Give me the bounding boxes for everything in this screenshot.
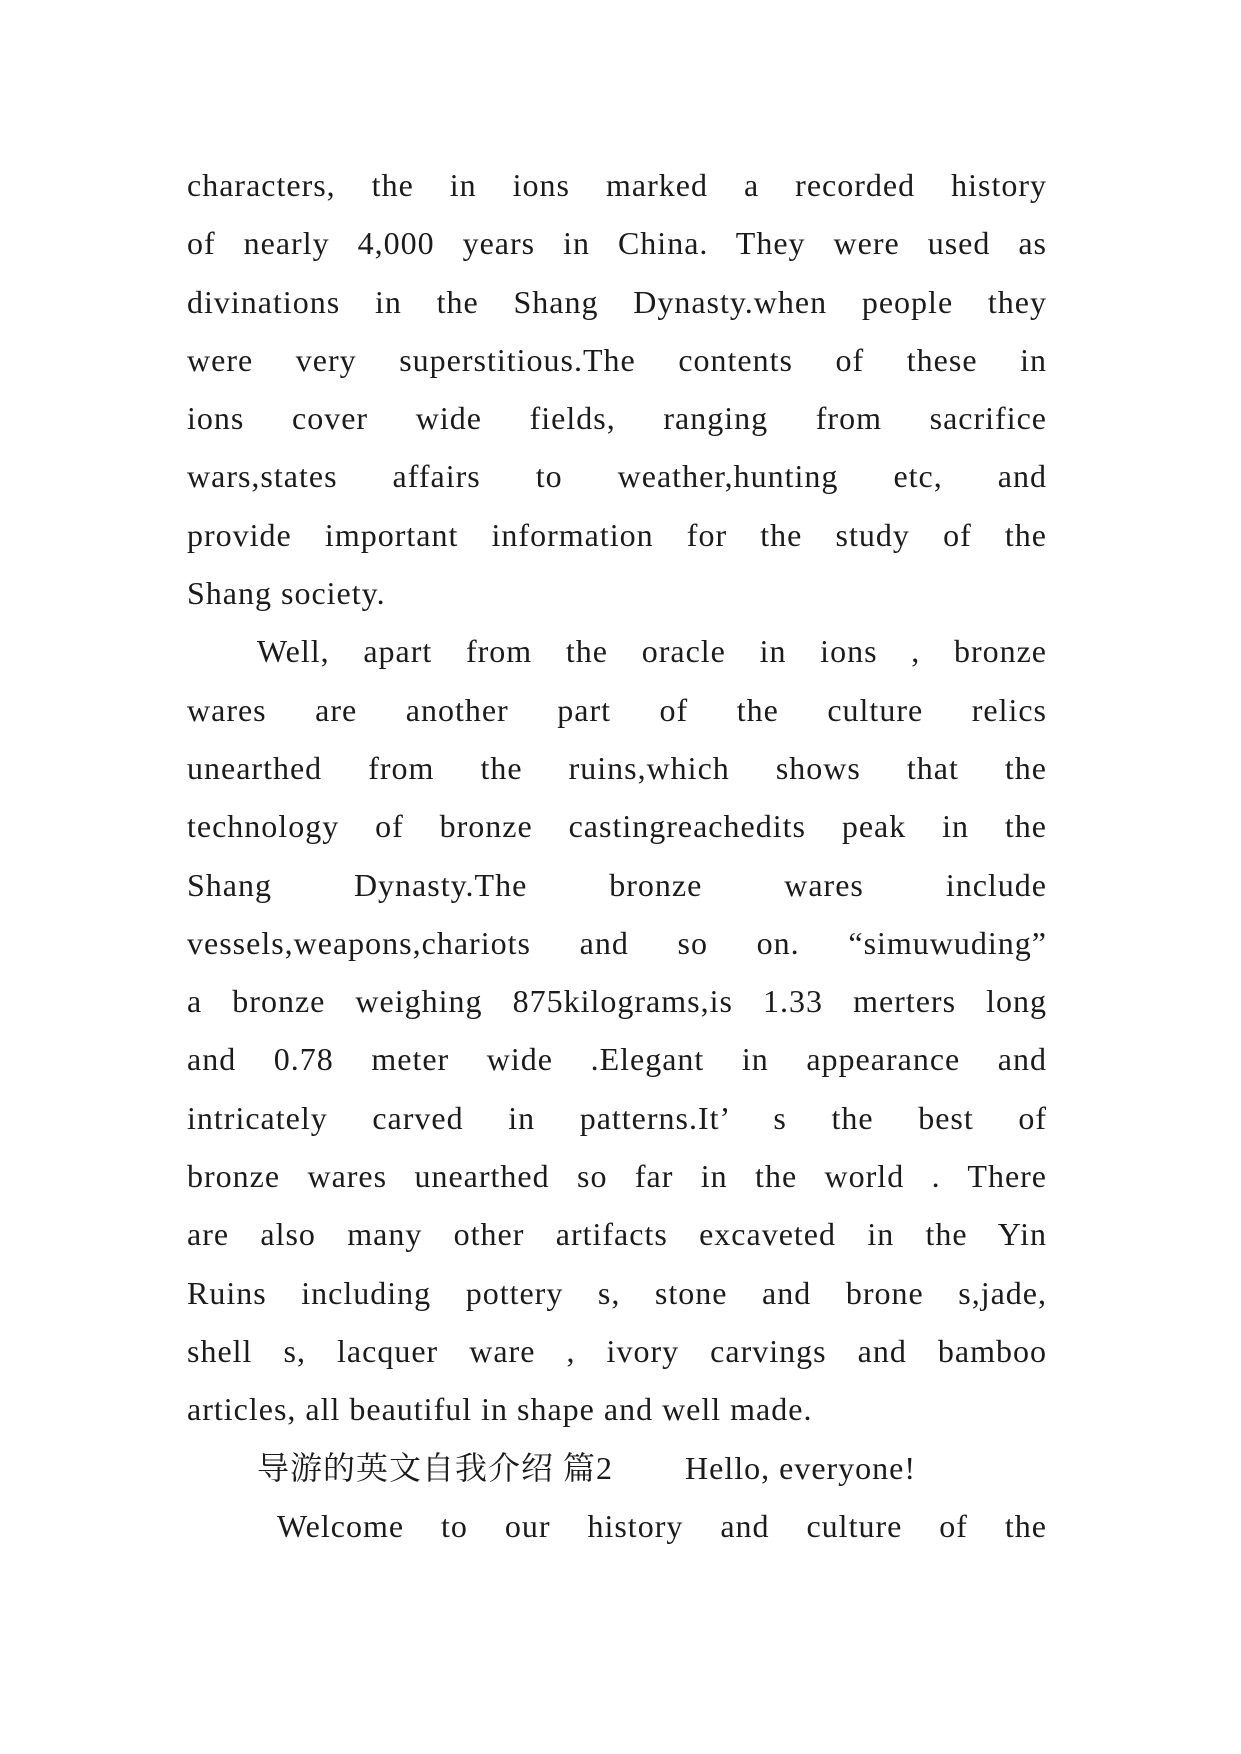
- text-line: were very superstitious.The contents of these in: [187, 341, 1047, 378]
- text-line: are also many other artifacts excaveted in the Yin: [187, 1216, 1047, 1253]
- text-line: vessels,weapons,chariots and so on. “simuwuding”: [187, 924, 1047, 961]
- text-line: Shang Dynasty.The bronze wares include: [187, 866, 1047, 903]
- text-line: characters, the in ions marked a recorded history: [187, 167, 1047, 203]
- paragraph-start-line: Welcome to our history and culture of the: [277, 1507, 1047, 1544]
- text-line: bronze wares unearthed so far in the world . There: [187, 1158, 1047, 1195]
- page-text: [187, 156, 1047, 1555]
- section-heading-zh: 导游的英文自我介绍 篇2: [257, 1449, 614, 1486]
- text-line: ions cover wide fields, ranging from sacrifice: [187, 400, 1047, 437]
- text-line: a bronze weighing 875kilograms,is 1.33 merters long: [187, 983, 1047, 1020]
- paragraph-end-line: articles, all beautiful in shape and well made.: [187, 1391, 813, 1428]
- text-line: shell s, lacquer ware , ivory carvings and bamboo: [187, 1332, 1047, 1369]
- text-line: of nearly 4,000 years in China. They were used as: [187, 225, 1047, 262]
- text-line: provide important information for the study of the: [187, 516, 1047, 553]
- paragraph-start-line: Well, apart from the oracle in ions , bronze: [257, 633, 1047, 670]
- text-line: divinations in the Shang Dynasty.when people they: [187, 283, 1047, 320]
- section-heading: [187, 1439, 1047, 1497]
- text-line: intricately carved in patterns.It’ s the best of: [187, 1099, 1047, 1136]
- section-heading-en: Hello, everyone!: [685, 1449, 917, 1486]
- text-line: technology of bronze castingreachedits peak in the: [187, 808, 1047, 845]
- text-line: wars,states affairs to weather,hunting etc, and: [187, 458, 1047, 495]
- text-line: unearthed from the ruins,which shows that the: [187, 749, 1047, 786]
- text-line: and 0.78 meter wide .Elegant in appearance and: [187, 1041, 1047, 1078]
- paragraph-end-line: Shang society.: [187, 575, 386, 612]
- text-line: wares are another part of the culture relics: [187, 691, 1047, 728]
- text-line: Ruins including pottery s, stone and brone s,jade,: [187, 1274, 1047, 1311]
